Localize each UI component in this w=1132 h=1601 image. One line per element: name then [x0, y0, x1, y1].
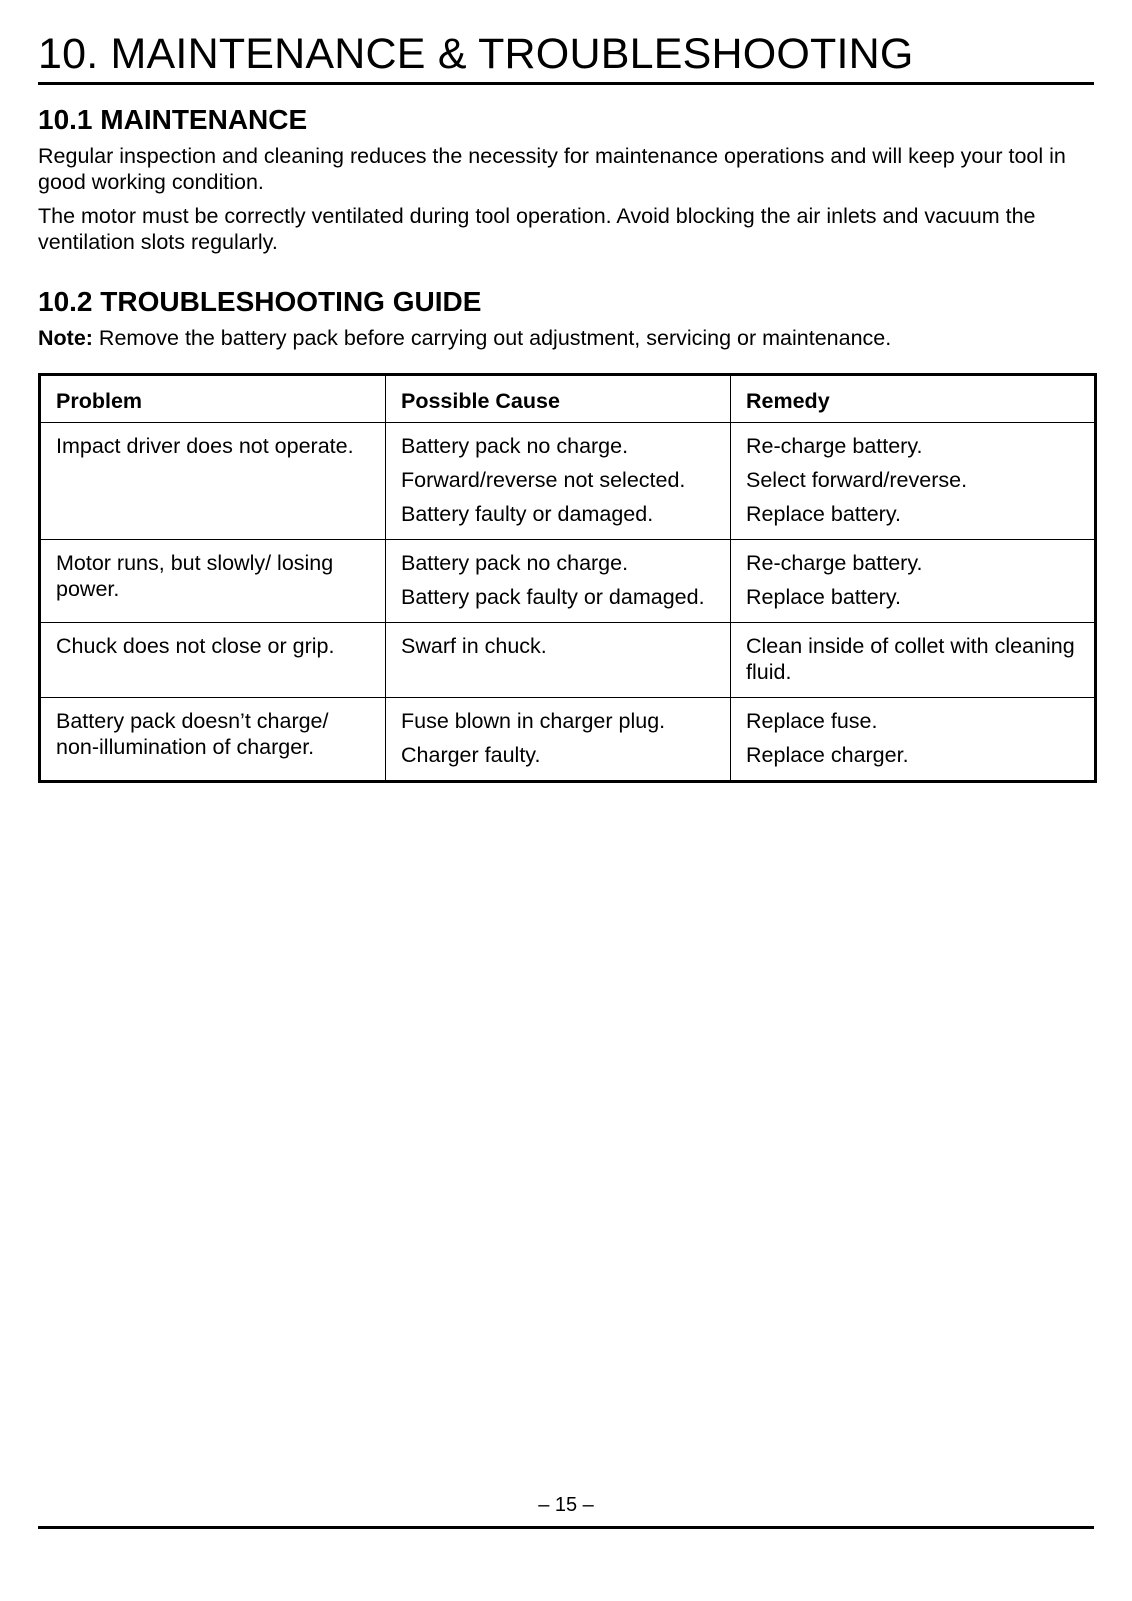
cause-item: Forward/reverse not selected. [401, 468, 686, 492]
remedy-item: Re-charge battery. [746, 551, 923, 575]
cause-cell [386, 623, 731, 698]
chapter-title: 10. MAINTENANCE & TROUBLESHOOTING [38, 30, 1094, 85]
troubleshooting-table [38, 373, 1097, 783]
table-row [40, 623, 1096, 698]
note-paragraph [38, 325, 1094, 351]
cause-item: Battery faulty or damaged. [401, 502, 654, 526]
remedy-item: Replace battery. [746, 585, 901, 609]
remedy-item: Clean inside of collet with cleaning fluid. [746, 634, 1075, 684]
cause-item: Swarf in chuck. [401, 634, 547, 658]
manual-page [38, 30, 1094, 783]
cause-item: Charger faulty. [401, 743, 541, 767]
maintenance-paragraph: Regular inspection and cleaning reduces the necessity for maintenance operations and will keep your tool in good working condition. [38, 144, 1066, 194]
remedy-item: Replace charger. [746, 743, 909, 767]
table-row [40, 423, 1096, 540]
remedy-cell [731, 623, 1096, 698]
column-header-remedy: Remedy [731, 375, 1096, 423]
problem-cell: Motor runs, but slowly/ losing power. [40, 540, 386, 623]
remedy-item: Re-charge battery. [746, 434, 923, 458]
remedy-item: Select forward/reverse. [746, 468, 968, 492]
remedy-item: Replace battery. [746, 502, 901, 526]
remedy-cell [731, 540, 1096, 623]
table-row [40, 698, 1096, 782]
cause-cell [386, 540, 731, 623]
problem-cell: Battery pack doesn’t charge/ non-illumination of charger. [40, 698, 386, 782]
cause-item: Battery pack no charge. [401, 551, 629, 575]
maintenance-paragraph: The motor must be correctly ventilated during tool operation. Avoid blocking the air inlets and vacuum the ventilation slots regularly. [38, 204, 1036, 254]
remedy-cell [731, 698, 1096, 782]
problem-cell: Impact driver does not operate. [40, 423, 386, 540]
table-header-row [40, 375, 1096, 423]
cause-item: Battery pack no charge. [401, 434, 629, 458]
note-text: Remove the battery pack before carrying out adjustment, servicing or maintenance. [92, 326, 892, 350]
troubleshooting-heading: 10.2 TROUBLESHOOTING GUIDE [38, 286, 482, 317]
table-row [40, 540, 1096, 623]
remedy-cell [731, 423, 1096, 540]
remedy-item: Replace fuse. [746, 709, 878, 733]
footer-rule [38, 1526, 1094, 1529]
note-label: Note: [38, 326, 93, 350]
maintenance-heading: 10.1 MAINTENANCE [38, 104, 308, 135]
column-header-cause: Possible Cause [386, 375, 731, 423]
problem-cell: Chuck does not close or grip. [40, 623, 386, 698]
page-number: – 15 – [538, 1494, 594, 1516]
column-header-problem: Problem [40, 375, 386, 423]
cause-cell [386, 698, 731, 782]
cause-cell [386, 423, 731, 540]
cause-item: Fuse blown in charger plug. [401, 709, 666, 733]
cause-item: Battery pack faulty or damaged. [401, 585, 705, 609]
